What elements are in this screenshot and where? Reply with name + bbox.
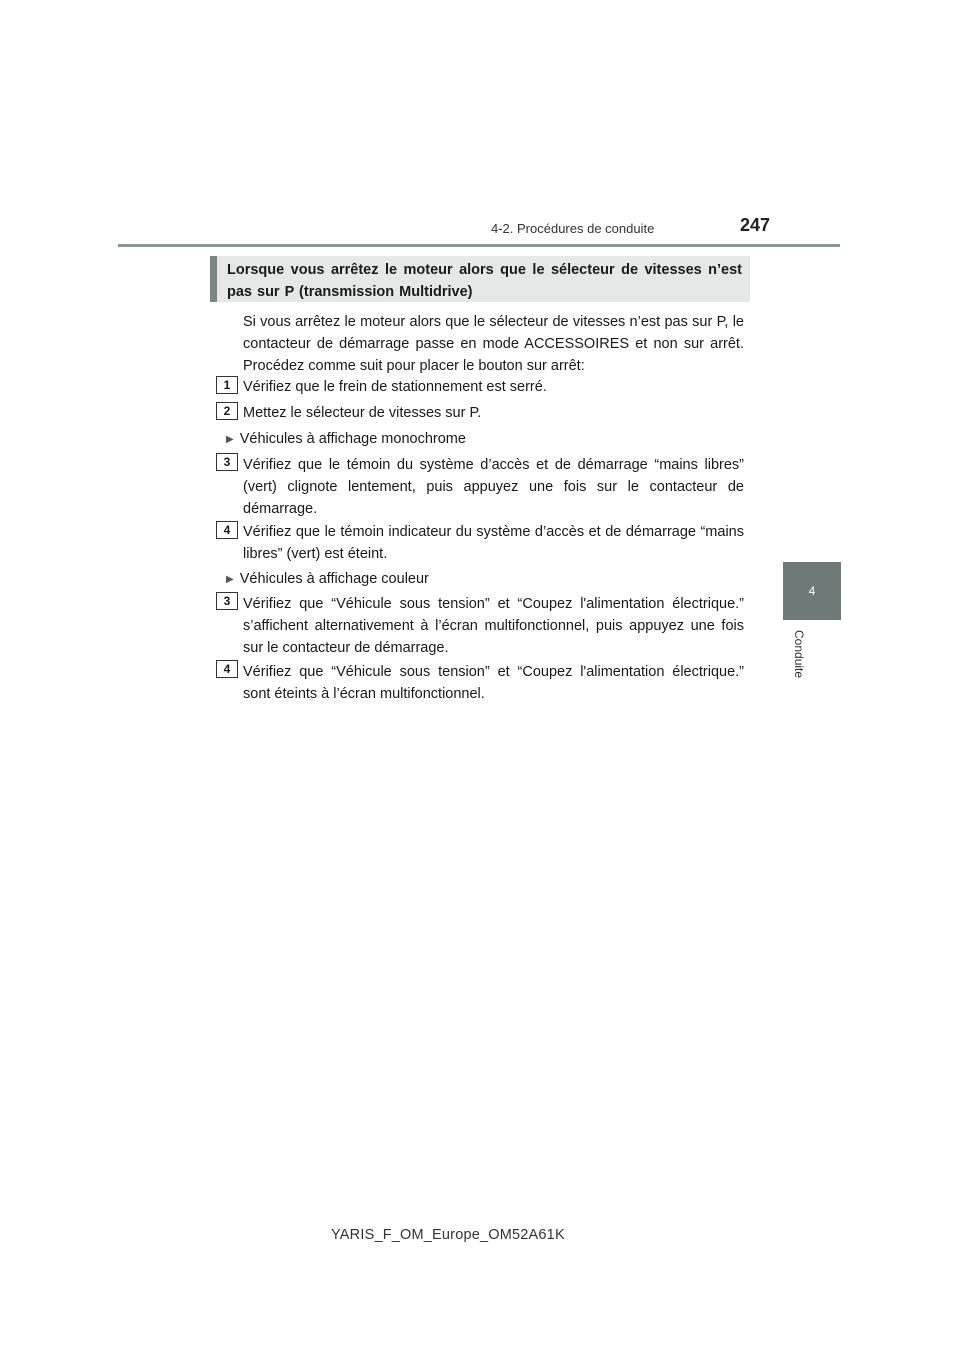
step-number-badge: 3: [216, 592, 238, 610]
subsection-heading: [226, 568, 429, 592]
step-text: Mettez le sélecteur de vitesses sur P.: [243, 405, 482, 421]
subsection-heading-text: Véhicules à affichage monochrome: [239, 431, 466, 447]
step-text: Vérifiez que le témoin indicateur du système d’accès et de démarrage “mains libres” (vert) est éteint.: [243, 524, 744, 562]
step-text: Vérifiez que “Véhicule sous tension” et “Coupez l'alimentation électrique.” sont éteints à l’écran multifonctionnel.: [243, 664, 744, 702]
subsection-heading-text: Véhicules à affichage couleur: [239, 571, 429, 587]
section-title: Lorsque vous arrêtez le moteur alors que le sélecteur de vitesses n’est pas sur P (transmission Multidrive): [210, 256, 750, 302]
header-section-title: 4-2. Procédures de conduite: [491, 221, 655, 236]
intro-paragraph: Si vous arrêtez le moteur alors que le sélecteur de vitesses n’est pas sur P, le contacteur de démarrage passe en mode ACCESSOIRES et non sur arrêt. Procédez comme suit pour placer le bouton sur arrêt:: [243, 314, 744, 374]
step-number-badge: 4: [216, 521, 238, 539]
step-number-badge: 2: [216, 402, 238, 420]
step-number-badge: 1: [216, 376, 238, 394]
step-text: Vérifiez que “Véhicule sous tension” et “Coupez l'alimentation électrique.” s’affichent alternativement à l’écran multifonctionnel, puis appuyez une fois sur le contacteur de démarrage.: [243, 596, 744, 656]
triangle-bullet-icon: ▶: [226, 434, 234, 445]
chapter-label: Conduite: [792, 630, 806, 679]
chapter-tab: 4: [783, 562, 841, 620]
step-number-badge: 3: [216, 453, 238, 471]
page-number: 247: [740, 215, 771, 235]
triangle-bullet-icon: ▶: [226, 574, 234, 585]
subsection-heading: [226, 428, 466, 452]
step-text: Vérifiez que le frein de stationnement est serré.: [243, 379, 547, 395]
header-divider: [118, 244, 840, 247]
step-text: Vérifiez que le témoin du système d’accès et de démarrage “mains libres” (vert) clignote lentement, puis appuyez une fois sur le contacteur de démarrage.: [243, 457, 744, 517]
document-footer-id: YARIS_F_OM_Europe_OM52A61K: [331, 1227, 565, 1243]
step-number-badge: 4: [216, 660, 238, 678]
